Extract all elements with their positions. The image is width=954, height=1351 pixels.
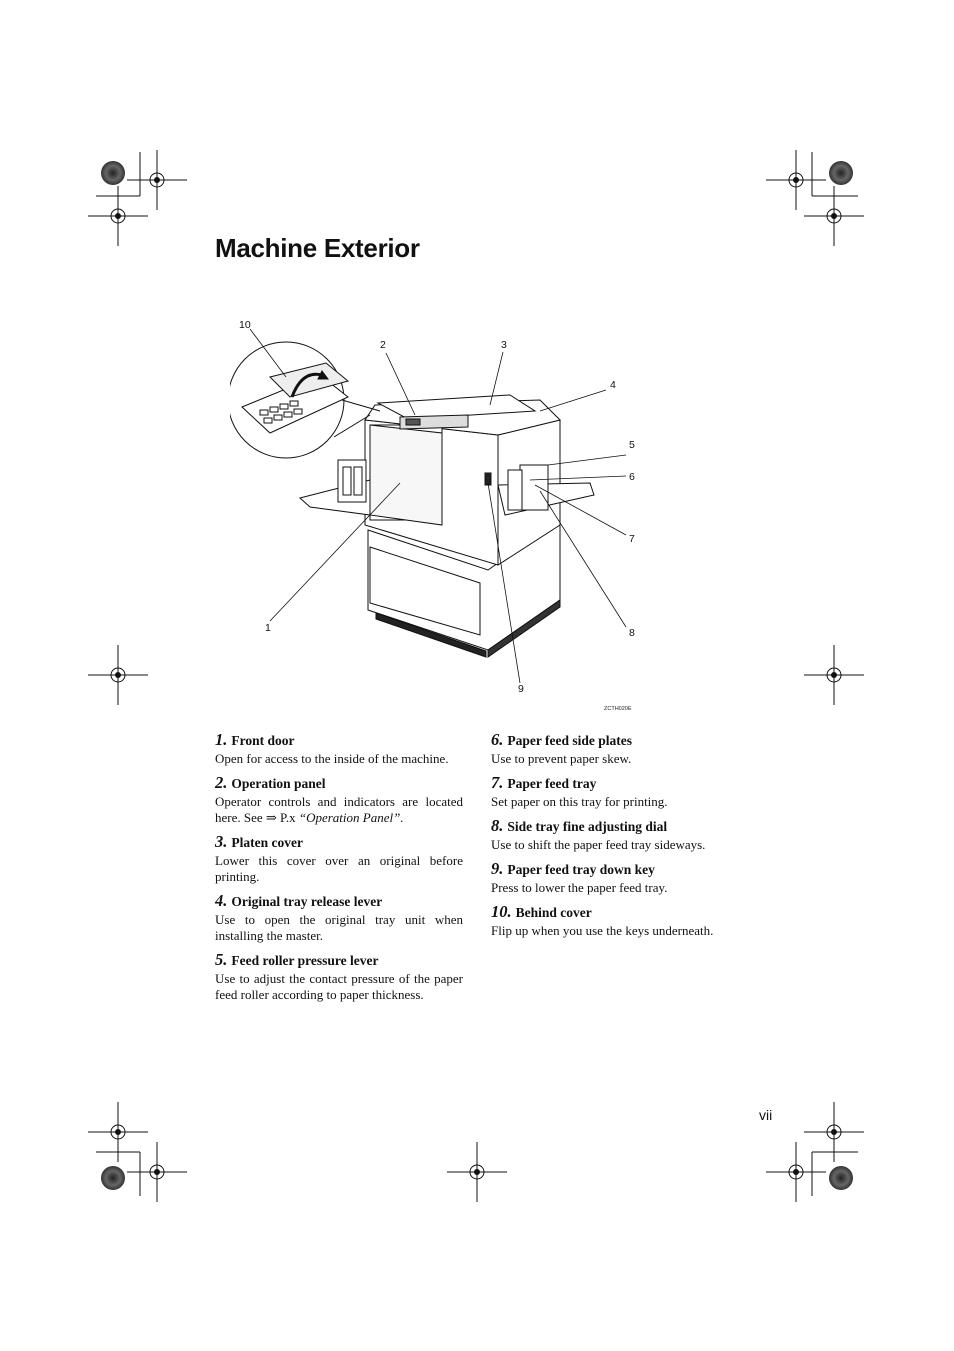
reference-arrow-icon: ⇒ (265, 810, 277, 825)
parts-list-left (215, 730, 463, 1009)
color-target-icon (101, 1166, 125, 1190)
item-name: Paper feed tray (507, 776, 597, 791)
reference-link[interactable]: “Operation Panel”. (298, 810, 404, 825)
color-target-icon (829, 1166, 853, 1190)
registration-mark-icon (804, 1102, 864, 1162)
callout-1: 1 (265, 622, 271, 634)
list-item (491, 773, 739, 810)
registration-mark-icon (804, 186, 864, 246)
item-name: Paper feed tray down key (507, 862, 655, 877)
list-item (215, 950, 463, 1003)
page-number: vii (759, 1107, 773, 1123)
registration-mark-icon (447, 1142, 507, 1202)
item-number: 6. (491, 730, 504, 749)
item-number: 2. (215, 773, 228, 792)
item-description: Use to adjust the contact pressure of the paper feed roller according to paper thickness. (215, 971, 463, 1002)
item-number: 9. (491, 859, 504, 878)
item-description: Set paper on this tray for printing. (491, 794, 668, 809)
color-target-icon (101, 161, 125, 185)
registration-mark-icon (804, 645, 864, 705)
callout-9: 9 (518, 683, 524, 695)
callout-5: 5 (629, 439, 635, 451)
list-item (491, 902, 739, 939)
registration-mark-icon (88, 186, 148, 246)
item-name: Platen cover (231, 835, 303, 850)
item-name: Original tray release lever (231, 894, 383, 909)
callout-8: 8 (629, 627, 635, 639)
item-name: Behind cover (515, 905, 592, 920)
item-number: 4. (215, 891, 228, 910)
machine-exterior-illustration (230, 315, 650, 705)
item-description: Use to shift the paper feed tray sideways. (491, 837, 706, 852)
item-description: Operator controls and indicators are located here. See ⇒ P.x “Operation Panel”. (215, 794, 463, 825)
item-description: Use to prevent paper skew. (491, 751, 632, 766)
reference-page: P.x (280, 810, 296, 825)
list-item (215, 832, 463, 885)
item-name: Side tray fine adjusting dial (507, 819, 668, 834)
page-title: Machine Exterior (215, 233, 420, 263)
figure-code: ZCTH020E (604, 706, 632, 712)
list-item (491, 816, 739, 853)
item-name: Front door (231, 733, 295, 748)
item-name: Operation panel (231, 776, 326, 791)
registration-mark-icon (88, 1102, 148, 1162)
item-name: Feed roller pressure lever (231, 953, 379, 968)
callout-2: 2 (380, 339, 386, 351)
item-description: Use to open the original tray unit when installing the master. (215, 912, 463, 943)
item-number: 8. (491, 816, 504, 835)
callout-10: 10 (239, 319, 251, 331)
callout-4: 4 (610, 379, 616, 391)
registration-mark-icon (127, 150, 187, 210)
list-item (215, 891, 463, 944)
item-number: 5. (215, 950, 228, 969)
registration-mark-icon (127, 1142, 187, 1202)
callout-6: 6 (629, 471, 635, 483)
parts-list-right (491, 730, 739, 945)
registration-mark-icon (88, 645, 148, 705)
list-item (215, 773, 463, 826)
item-description: Open for access to the inside of the machine. (215, 751, 449, 766)
item-description: Press to lower the paper feed tray. (491, 880, 668, 895)
list-item (491, 730, 739, 767)
item-number: 3. (215, 832, 228, 851)
item-name: Paper feed side plates (507, 733, 632, 748)
item-description: Lower this cover over an original before printing. (215, 853, 463, 884)
registration-mark-icon (766, 1142, 826, 1202)
registration-mark-icon (766, 150, 826, 210)
color-target-icon (829, 161, 853, 185)
callout-7: 7 (629, 533, 635, 545)
list-item (215, 730, 463, 767)
item-description: Flip up when you use the keys underneath. (491, 923, 714, 938)
item-number: 1. (215, 730, 228, 749)
list-item (491, 859, 739, 896)
item-number: 7. (491, 773, 504, 792)
callout-3: 3 (501, 339, 507, 351)
item-number: 10. (491, 902, 512, 921)
